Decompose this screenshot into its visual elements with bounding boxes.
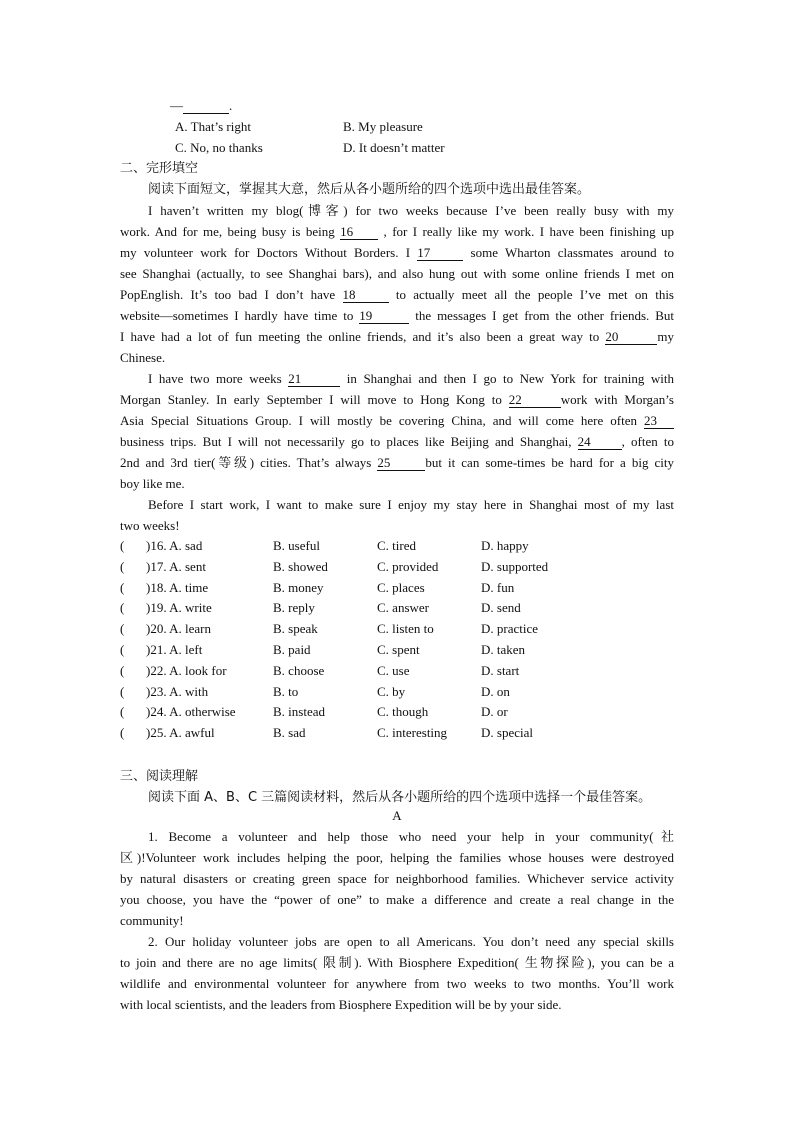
passage-line: 2nd and 3rd tier(等级) cities. That’s always 25 but it can some-times be hard for a big city <box>120 455 675 470</box>
question-23-option-d: D. on <box>481 683 510 699</box>
question-23-option-b: B. to <box>273 683 299 699</box>
passage-line: I haven’t written my blog(博客) for two weeks because I’ve been really busy with my <box>148 203 674 218</box>
answer-paren: ( <box>120 662 125 678</box>
question-22-option-d: D. start <box>481 662 520 678</box>
prev-option-c: C. No, no thanks <box>175 140 263 155</box>
question-17-option-a: )17. A. sent <box>146 558 206 574</box>
answer-blank <box>183 98 229 114</box>
question-17-option-c: C. provided <box>377 558 439 574</box>
reading-line: with local scientists, and the leaders from Biosphere Expedition will be by your side. <box>120 997 562 1012</box>
blank-19: 19 <box>359 308 409 324</box>
answer-paren: ( <box>120 600 125 616</box>
period: . <box>229 98 233 113</box>
question-18-option-c: C. places <box>377 579 425 595</box>
reading-line: to join and there are no age limits( 限制). With Biosphere Expedition( 生物探险), you can be a <box>120 955 674 970</box>
answer-paren: ( <box>120 683 125 699</box>
question-16-option-b: B. useful <box>273 538 320 553</box>
question-17-option-b: B. showed <box>273 558 328 574</box>
question-21-option-b: B. paid <box>273 642 311 657</box>
blank-20: 20 <box>605 329 657 345</box>
question-21-option-c: C. spent <box>377 642 420 657</box>
question-23-option-a: )23. A. with <box>146 683 209 699</box>
blank-18: 18 <box>343 287 389 303</box>
previous-question-reply <box>170 96 232 116</box>
blank-16: 16 <box>340 224 378 240</box>
prev-option-b: B. My pleasure <box>343 119 423 134</box>
question-21-option-d: D. taken <box>481 642 526 657</box>
prev-option-d: D. It doesn’t matter <box>343 140 445 155</box>
answer-paren: ( <box>120 538 125 553</box>
section3-heading: 三、阅读理解 <box>120 769 199 784</box>
passage-line: Asia Special Situations Group. I will mostly be covering China, and will come here often 23 <box>120 411 674 431</box>
passage-line: Morgan Stanley. In early September I will move to Hong Kong to 22 work with Morgan’s <box>120 392 674 407</box>
passage-line: boy like me. <box>120 476 185 491</box>
question-22-option-b: B. choose <box>273 662 325 678</box>
reading-line: 2. Our holiday volunteer jobs are open to all Americans. You don’t need any special skills <box>148 934 674 949</box>
question-24-option-c: C. though <box>377 704 429 720</box>
blank-22: 22 <box>509 392 561 408</box>
passage-line: PopEnglish. It’s too bad I don’t have 18 to actually meet all the people I’ve met on this <box>120 287 674 302</box>
question-19-option-a: )19. A. write <box>146 600 212 616</box>
passage-line: two weeks! <box>120 518 180 533</box>
question-25-option-a: )25. A. awful <box>146 725 215 741</box>
section3-instruction: 阅读下面 A、B、C 三篇阅读材料，然后从各小题所给的四个选项中选择一个最佳答案。 <box>148 790 652 805</box>
question-25-option-b: B. sad <box>273 725 306 741</box>
question-19-option-d: D. send <box>481 600 521 616</box>
passage-line: work. And for me, being busy is being 16 , for I really like my work. I have been finishing up <box>120 224 674 239</box>
question-17-option-d: D. supported <box>481 558 549 574</box>
question-16-option-a: )16. A. sad <box>146 538 203 553</box>
question-24-option-b: B. instead <box>273 704 325 720</box>
question-25-option-c: C. interesting <box>377 725 448 741</box>
passage-line: business trips. But I will not necessarily go to places like Beijing and Shanghai, 24 , often to <box>120 434 674 449</box>
passage-line: website—sometimes I hardly have time to 19 the messages I get from the other friends. But <box>120 308 674 323</box>
question-18-option-a: )18. A. time <box>146 579 209 595</box>
blank-24: 24 <box>578 434 622 450</box>
blank-23: 23 <box>644 413 674 429</box>
reading-line: you choose, you have the “power of one” to make a difference and create a real change in the <box>120 892 674 907</box>
passage-label: A <box>392 808 402 823</box>
question-24-option-d: D. or <box>481 704 508 720</box>
answer-paren: ( <box>120 558 125 574</box>
question-20-option-a: )20. A. learn <box>146 621 211 637</box>
answer-paren: ( <box>120 621 125 637</box>
question-22-option-c: C. use <box>377 662 410 678</box>
question-19-option-b: B. reply <box>273 600 315 616</box>
passage-line: my volunteer work for Doctors Without Borders. I 17 some Wharton classmates around to <box>120 245 674 260</box>
question-22-option-a: )22. A. look for <box>146 662 227 678</box>
dash: — <box>170 98 183 113</box>
answer-paren: ( <box>120 725 125 741</box>
blank-25: 25 <box>377 455 425 471</box>
question-23-option-c: C. by <box>377 683 406 699</box>
question-20-option-d: D. practice <box>481 621 539 637</box>
reading-line: by natural disasters or creating green space for neighborhood families. Whichever service activity <box>120 871 674 886</box>
answer-paren: ( <box>120 704 125 720</box>
reading-line: wildlife and environmental volunteer for anywhere from two weeks to two months. You’ll work <box>120 976 674 991</box>
passage-line: Chinese. <box>120 350 166 365</box>
question-20-option-c: C. listen to <box>377 621 434 637</box>
question-18-option-b: B. money <box>273 579 324 595</box>
prev-option-a: A. That’s right <box>175 119 251 134</box>
section2-instruction: 阅读下面短文，掌握其大意，然后从各小题所给的四个选项中选出最佳答案。 <box>148 182 591 197</box>
question-16-option-d: D. happy <box>481 538 529 553</box>
reading-line: community! <box>120 913 184 928</box>
question-16-option-c: C. tired <box>377 538 416 553</box>
answer-paren: ( <box>120 579 125 595</box>
question-25-option-d: D. special <box>481 725 533 741</box>
passage-line: see Shanghai (actually, to see Shanghai bars), and also hung out with some online friends I met on <box>120 266 674 281</box>
passage-line: Before I start work, I want to make sure I enjoy my stay here in Shanghai most of my last <box>148 497 674 512</box>
reading-line: 区)!Volunteer work includes helping the poor, helping the families whose houses were destroyed <box>120 850 674 865</box>
question-21-option-a: )21. A. left <box>146 642 203 657</box>
blank-21: 21 <box>288 371 340 387</box>
reading-line: 1. Become a volunteer and help those who need your help in your community(社 <box>148 829 674 844</box>
question-20-option-b: B. speak <box>273 621 318 637</box>
passage-line: I have two more weeks 21 in Shanghai and then I go to New York for training with <box>148 371 674 386</box>
question-18-option-d: D. fun <box>481 579 515 595</box>
passage-line: I have had a lot of fun meeting the online friends, and it’s also been a great way to 20 my <box>120 329 674 344</box>
question-19-option-c: C. answer <box>377 600 429 616</box>
answer-paren: ( <box>120 642 125 657</box>
section2-heading: 二、完形填空 <box>120 161 199 176</box>
blank-17: 17 <box>417 245 463 261</box>
question-24-option-a: )24. A. otherwise <box>146 704 236 720</box>
